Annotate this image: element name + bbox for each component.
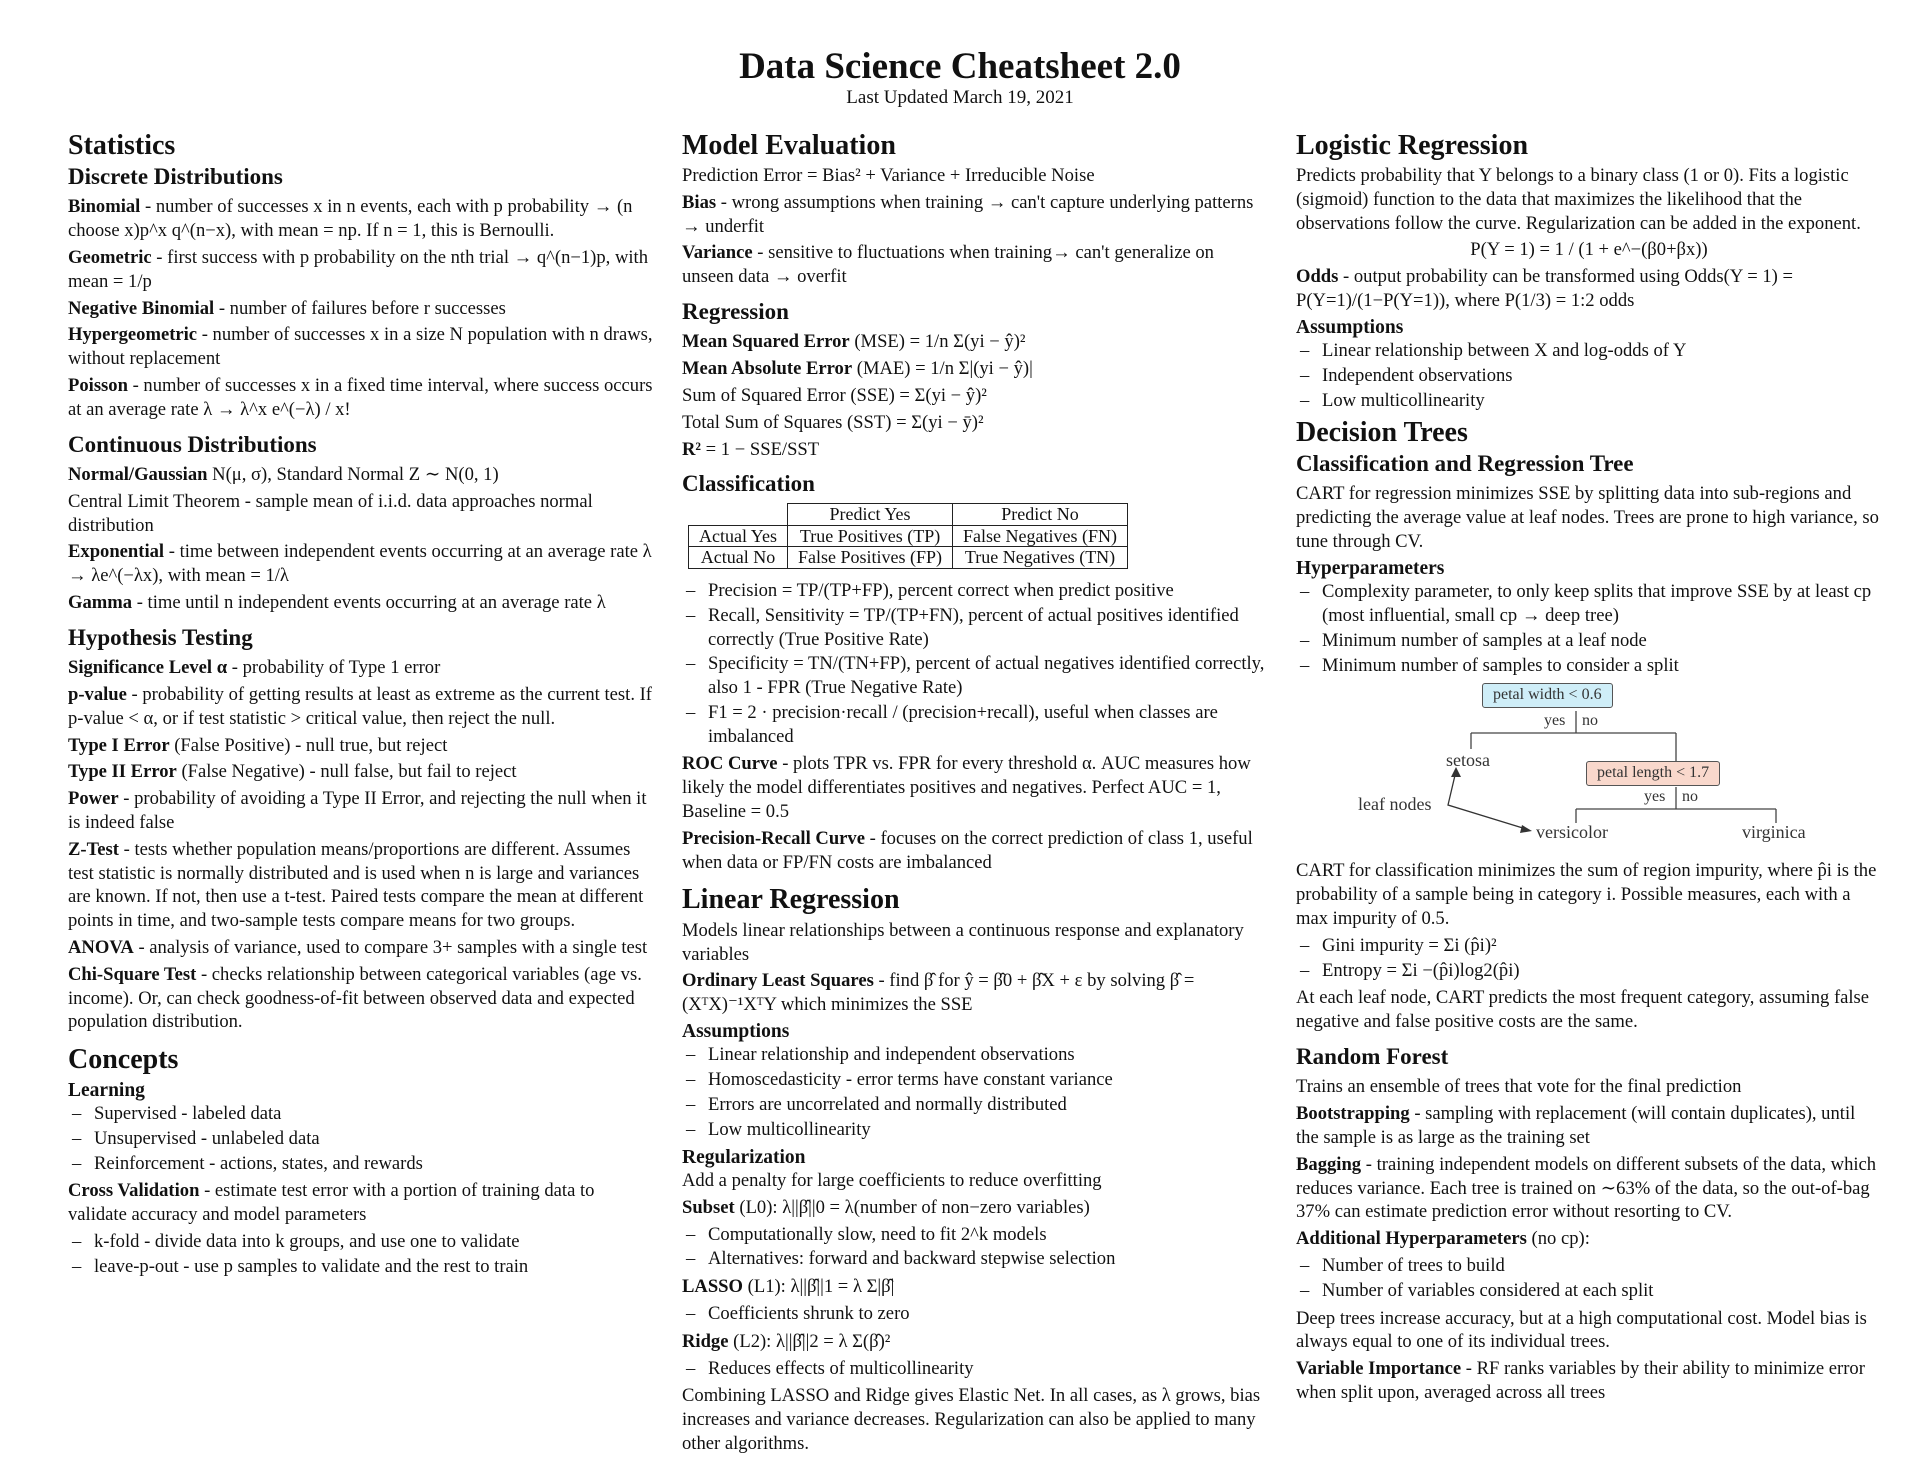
subset-entry	[682, 1196, 1268, 1220]
heading-regularization: Regularization	[682, 1146, 806, 1168]
cm-col-no: Predict No	[953, 503, 1128, 525]
bootstrapping-entry	[1296, 1102, 1882, 1150]
cv-list	[68, 1230, 654, 1279]
confusion-matrix	[688, 503, 1128, 569]
rf-hyper-list	[1296, 1254, 1882, 1303]
variance-term: Variance	[682, 242, 753, 264]
variable-importance-term: Variable Importance	[1296, 1358, 1462, 1380]
sst-text: Total Sum of Squares (SST) = Σ(yi − ȳ)²	[682, 411, 984, 433]
cm-row-yes: Actual Yes	[689, 525, 788, 547]
add-hyper-text: (no cp):	[1531, 1228, 1590, 1250]
add-hyper-entry	[1296, 1227, 1882, 1251]
list-item: – Gini impurity = Σi (p̂i)²	[1296, 934, 1882, 958]
column-2	[682, 130, 1268, 1459]
type2-text: (False Negative) - null false, but fail to reject	[181, 761, 517, 783]
tree-root-node: petal width < 0.6	[1482, 683, 1613, 707]
tree-yes-label: yes	[1544, 712, 1566, 730]
tree-no-label: no	[1582, 712, 1598, 730]
column-3	[1296, 130, 1882, 1459]
sig-entry	[68, 656, 654, 680]
subset-text: (L0): λ||β̂||0 = λ(number of non−zero variables)	[739, 1196, 1090, 1218]
list-item: – F1 = 2 · precision·recall / (precision+recall), useful when classes are imbalanced	[682, 701, 1268, 749]
lasso-list	[682, 1302, 1268, 1326]
cm-tn: True Negatives (TN)	[953, 547, 1128, 569]
section-linear-regression: Linear Regression	[682, 884, 900, 916]
list-item: – Linear relationship and independent observations	[682, 1043, 1268, 1067]
binomial-entry	[68, 195, 654, 243]
normal-entry	[68, 463, 654, 487]
ols-term: Ordinary Least Squares	[682, 970, 874, 992]
geometric-text: - first success with p probability on the nth trial → q^(n−1)p, with mean = 1/p	[68, 247, 649, 292]
list-item: – Precision = TP/(TP+FP), percent correct when predict positive	[682, 579, 1268, 603]
ols-entry	[682, 969, 1268, 1017]
list-item: – Reduces effects of multicollinearity	[682, 1357, 1268, 1381]
odds-entry	[1296, 265, 1882, 313]
tree-child-node: petal length < 1.7	[1586, 761, 1720, 785]
pval-term: p-value	[68, 684, 127, 706]
list-item: – Homoscedasticity - error terms have constant variance	[682, 1068, 1268, 1092]
tree-leaf-versicolor: versicolor	[1536, 822, 1608, 843]
type1-entry	[68, 734, 654, 758]
normal-text: N(μ, σ), Standard Normal Z ∼ N(0, 1)	[212, 464, 499, 486]
impurity-list	[1296, 934, 1882, 983]
list-item: – Supervised - labeled data	[68, 1102, 654, 1126]
odds-text: - output probability can be transformed using Odds(Y = 1) = P(Y=1)/(1−P(Y=1)), where P(1/3) = 1:2 odds	[1296, 266, 1793, 311]
list-item: – Errors are uncorrelated and normally distributed	[682, 1093, 1268, 1117]
ridge-text: (L2): λ||β̂||2 = λ Σ(β̂)²	[733, 1330, 891, 1352]
r2-term: R²	[682, 438, 702, 460]
lasso-entry	[682, 1275, 1268, 1299]
tree-yes-label-2: yes	[1644, 788, 1666, 806]
variance-text: - sensitive to fluctuations when training→ can't generalize on unseen data → overfit	[682, 242, 1214, 288]
ztest-text: - tests whether population means/proportions are different. Assumes test statistic is normally distributed and is used when n is large and variances are known. If not, then use a t-test. Paired tests compare the mean at different points in time, and two-sample tests compare means for two groups.	[68, 838, 644, 932]
list-item: – Coefficients shrunk to zero	[682, 1302, 1268, 1326]
exp-term: Exponential	[68, 541, 165, 563]
heading-cart: Classification and Regression Tree	[1296, 450, 1634, 476]
section-logistic-regression: Logistic Regression	[1296, 129, 1529, 161]
chi-entry	[68, 963, 654, 1034]
mae-text: (MAE) = 1/n Σ|(yi − ŷ)|	[856, 358, 1033, 380]
cv-text: - estimate test error with a portion of training data to validate accuracy and model parameters	[68, 1180, 595, 1226]
power-text: - probability of avoiding a Type II Error, and rejecting the null when it is indeed false	[68, 788, 647, 834]
gamma-text: - time until n independent events occurring at an average rate λ	[136, 592, 606, 614]
heading-random-forest: Random Forest	[1296, 1043, 1449, 1069]
roc-text: - plots TPR vs. FPR for every threshold α. AUC measures how likely the model differentiates positives and negatives. Perfect AUC = 1, Baseline = 0.5	[682, 753, 1251, 823]
heading-discrete: Discrete Distributions	[68, 164, 283, 189]
column-1	[68, 130, 654, 1459]
pval-text: - probability of getting results at least as extreme as the current test. If p-value < α, or if test statistic > critical value, then reject the null.	[68, 684, 652, 729]
lasso-term: LASSO	[682, 1276, 743, 1298]
logreg-intro: Predicts probability that Y belongs to a binary class (1 or 0). Fits a logistic (sigmoid) function to the data that maximizes the likelihood that the observations follow the curve. Regularization can be added in the exponent.	[1296, 165, 1861, 234]
list-item: – Entropy = Σi −(p̂i)log2(p̂i)	[1296, 959, 1882, 983]
geometric-term: Geometric	[68, 247, 152, 269]
cart-outro: At each leaf node, CART predicts the most frequent category, assuming false negative and false positive costs are the same.	[1296, 987, 1870, 1033]
list-item: – Recall, Sensitivity = TP/(TP+FN), percent of actual positives identified correctly (True Positive Rate)	[682, 604, 1268, 652]
type1-text: (False Positive) - null true, but reject	[174, 734, 448, 756]
hyper-term: Hypergeometric	[68, 324, 198, 346]
hyper-entry	[68, 323, 654, 371]
negbin-entry	[68, 297, 654, 321]
bias-term: Bias	[682, 191, 717, 213]
section-statistics: Statistics	[68, 129, 176, 161]
list-item: – Unsupervised - unlabeled data	[68, 1127, 654, 1151]
pr-entry	[682, 827, 1268, 875]
linreg-assumptions	[682, 1043, 1268, 1141]
hyperparameter-list	[1296, 580, 1882, 677]
cm-fn: False Negatives (FN)	[953, 525, 1128, 547]
heading-hyperparameters: Hyperparameters	[1296, 557, 1445, 579]
learning-list	[68, 1102, 654, 1175]
variance-entry	[682, 241, 1268, 289]
anova-term: ANOVA	[68, 937, 134, 959]
bootstrapping-text: - sampling with replacement (will contain duplicates), until the sample is as large as the training set	[1296, 1103, 1856, 1148]
tree-no-label-2: no	[1682, 788, 1698, 806]
poisson-entry	[68, 374, 654, 422]
gamma-entry	[68, 591, 654, 615]
exp-text: - time between independent events occurring at an average rate λ → λe^(−λx), with mean = 1/λ	[68, 541, 652, 587]
list-item: – Complexity parameter, to only keep splits that improve SSE by at least cp (most influential, small cp → deep tree)	[1296, 580, 1882, 628]
list-item: – Number of trees to build	[1296, 1254, 1882, 1278]
pr-term: Precision-Recall Curve	[682, 827, 865, 849]
heading-logreg-assumptions: Assumptions	[1296, 316, 1404, 338]
heading-linreg-assumptions: Assumptions	[682, 1021, 790, 1043]
list-item: – k-fold - divide data into k groups, and use one to validate	[68, 1230, 654, 1254]
tree-leaf-setosa: setosa	[1446, 750, 1490, 771]
power-term: Power	[68, 788, 119, 810]
list-item: – Alternatives: forward and backward stepwise selection	[682, 1247, 1268, 1271]
cm-tp: True Positives (TP)	[788, 525, 953, 547]
binomial-text: - number of successes x in n events, each with p probability → (n choose x)p^x q^(n−x), with mean = np. If n = 1, this is Bernoulli.	[68, 196, 633, 242]
list-item: – Linear relationship between X and log-odds of Y	[1296, 339, 1882, 363]
linreg-intro: Models linear relationships between a continuous response and explanatory variables	[682, 919, 1244, 965]
bias-entry	[682, 191, 1268, 239]
anova-text: - analysis of variance, used to compare 3+ samples with a single test	[138, 937, 648, 959]
odds-term: Odds	[1296, 266, 1339, 288]
r2-entry	[682, 438, 1268, 462]
bagging-entry	[1296, 1153, 1882, 1224]
prediction-error: Prediction Error = Bias² + Variance + Irreducible Noise	[682, 165, 1095, 186]
reg-intro: Add a penalty for large coefficients to reduce overfitting	[682, 1169, 1102, 1191]
list-item: – Computationally slow, need to fit 2^k models	[682, 1223, 1268, 1247]
section-decision-trees: Decision Trees	[1296, 416, 1468, 448]
variable-importance-entry	[1296, 1357, 1882, 1405]
tree-leaf-virginica: virginica	[1742, 822, 1806, 843]
heading-hypothesis: Hypothesis Testing	[68, 624, 253, 650]
type1-term: Type I Error	[68, 734, 170, 756]
bootstrapping-term: Bootstrapping	[1296, 1103, 1410, 1125]
chi-term: Chi-Square Test	[68, 963, 197, 985]
ridge-entry	[682, 1330, 1268, 1354]
pval-entry	[68, 683, 654, 731]
page-title: Data Science Cheatsheet 2.0	[739, 46, 1181, 87]
variable-importance-text: - RF ranks variables by their ability to minimize error when split upon, averaged across all trees	[1296, 1358, 1865, 1403]
heading-regression: Regression	[682, 298, 789, 324]
list-item: – Number of variables considered at each split	[1296, 1279, 1882, 1303]
normal-term: Normal/Gaussian	[68, 464, 208, 486]
ols-text: - find β̂ for ŷ = β̂0 + β̂X + ε by solving β̂ = (XᵀX)⁻¹XᵀY which minimizes the SSE	[682, 970, 1195, 1016]
cv-entry	[68, 1179, 654, 1227]
bagging-term: Bagging	[1296, 1153, 1362, 1175]
anova-entry	[68, 936, 654, 960]
sig-text: - probability of Type 1 error	[231, 657, 441, 679]
cm-fp: False Positives (FP)	[788, 547, 953, 569]
subset-list	[682, 1223, 1268, 1272]
r2-text: = 1 − SSE/SST	[705, 438, 820, 460]
negbin-term: Negative Binomial	[68, 297, 215, 319]
section-concepts: Concepts	[68, 1044, 179, 1076]
ridge-list	[682, 1357, 1268, 1381]
reg-outro: Combining LASSO and Ridge gives Elastic Net. In all cases, as λ grows, bias increases and variance decreases. Regularization can also be applied to many other algorithms.	[682, 1385, 1261, 1454]
heading-continuous: Continuous Distributions	[68, 431, 317, 457]
ridge-term: Ridge	[682, 1330, 729, 1352]
negbin-text: - number of failures before r successes	[218, 297, 506, 319]
sig-term: Significance Level α	[68, 657, 228, 679]
cm-col-yes: Predict Yes	[788, 503, 953, 525]
subset-term: Subset	[682, 1196, 735, 1218]
poisson-text: - number of successes x in a fixed time interval, where success occurs at an average rate λ → λ^x e^(−λ) / x!	[68, 375, 653, 420]
list-item: – Minimum number of samples at a leaf node	[1296, 629, 1882, 653]
list-item: – Specificity = TN/(TN+FP), percent of actual negatives identified correctly, also 1 - FPR (True Negative Rate)	[682, 652, 1268, 700]
chi-text: - checks relationship between categorical variables (age vs. income). Or, can check goodness-of-fit between observed data and expected population distribution.	[68, 963, 642, 1033]
binomial-term: Binomial	[68, 196, 141, 218]
lasso-text: (L1): λ||β̂||1 = λ Σ|β̂|	[747, 1276, 895, 1298]
ztest-term: Z-Test	[68, 838, 119, 860]
classification-metrics	[682, 579, 1268, 749]
cart-classification: CART for classification minimizes the sum of region impurity, where p̂i is the probability of a sample being in category i. Possible measures, each with a max impurity of 0.5.	[1296, 860, 1877, 929]
gamma-term: Gamma	[68, 592, 133, 614]
mae-entry	[682, 357, 1268, 381]
list-item: – Low multicollinearity	[1296, 389, 1882, 413]
clt-text: Central Limit Theorem - sample mean of i.i.d. data approaches normal distribution	[68, 490, 593, 536]
decision-tree-diagram	[1296, 681, 1882, 859]
heading-classification: Classification	[682, 471, 815, 497]
list-item: – Independent observations	[1296, 364, 1882, 388]
cm-corner	[689, 503, 788, 525]
list-item: – Reinforcement - actions, states, and rewards	[68, 1152, 654, 1176]
section-model-evaluation: Model Evaluation	[682, 129, 896, 161]
mae-term: Mean Absolute Error	[682, 358, 853, 380]
add-hyper-term: Additional Hyperparameters	[1296, 1228, 1527, 1250]
ztest-entry	[68, 838, 654, 933]
cm-row-no: Actual No	[689, 547, 788, 569]
mse-term: Mean Squared Error	[682, 331, 850, 353]
sse-text: Sum of Squared Error (SSE) = Σ(yi − ŷ)²	[682, 385, 987, 407]
mse-text: (MSE) = 1/n Σ(yi − ŷ)²	[854, 331, 1026, 353]
type2-term: Type II Error	[68, 761, 177, 783]
logreg-formula: P(Y = 1) = 1 / (1 + e^−(β0+βx))	[1470, 239, 1708, 261]
roc-term: ROC Curve	[682, 753, 778, 775]
pr-text: - focuses on the correct prediction of class 1, useful when data or FP/FN costs are imbalanced	[682, 827, 1253, 873]
list-item: – Minimum number of samples to consider a split	[1296, 654, 1882, 678]
roc-entry	[682, 752, 1268, 823]
bias-text: - wrong assumptions when training → can't capture underlying patterns → underfit	[682, 191, 1254, 237]
rf-deep-trees: Deep trees increase accuracy, but at a high computational cost. Model bias is always equal to one of its individual trees.	[1296, 1307, 1867, 1353]
rf-intro: Trains an ensemble of trees that vote for the final prediction	[1296, 1076, 1742, 1098]
tree-leaf-nodes-label: leaf nodes	[1358, 794, 1432, 815]
type2-entry	[68, 760, 654, 784]
cart-intro: CART for regression minimizes SSE by splitting data into sub-regions and predicting the average value at leaf nodes. Trees are prone to high variance, so tune through CV.	[1296, 483, 1879, 552]
bagging-text: - training independent models on different subsets of the data, which reduces variance. Each tree is trained on ∼63% of the data, so the out-of-bag 37% can estimate prediction error without resorting to CV.	[1296, 1153, 1877, 1223]
geometric-entry	[68, 246, 654, 294]
last-updated: Last Updated March 19, 2021	[846, 86, 1074, 108]
mse-entry	[682, 330, 1268, 354]
cv-term: Cross Validation	[68, 1180, 200, 1202]
list-item: – leave-p-out - use p samples to validate and the rest to train	[68, 1255, 654, 1279]
power-entry	[68, 787, 654, 835]
heading-learning: Learning	[68, 1079, 145, 1101]
columns	[68, 130, 1896, 1459]
poisson-term: Poisson	[68, 375, 128, 397]
logreg-assumptions	[1296, 339, 1882, 412]
hyper-text: - number of successes x in a size N population with n draws, without replacement	[68, 324, 653, 370]
exp-entry	[68, 540, 654, 588]
list-item: – Low multicollinearity	[682, 1118, 1268, 1142]
